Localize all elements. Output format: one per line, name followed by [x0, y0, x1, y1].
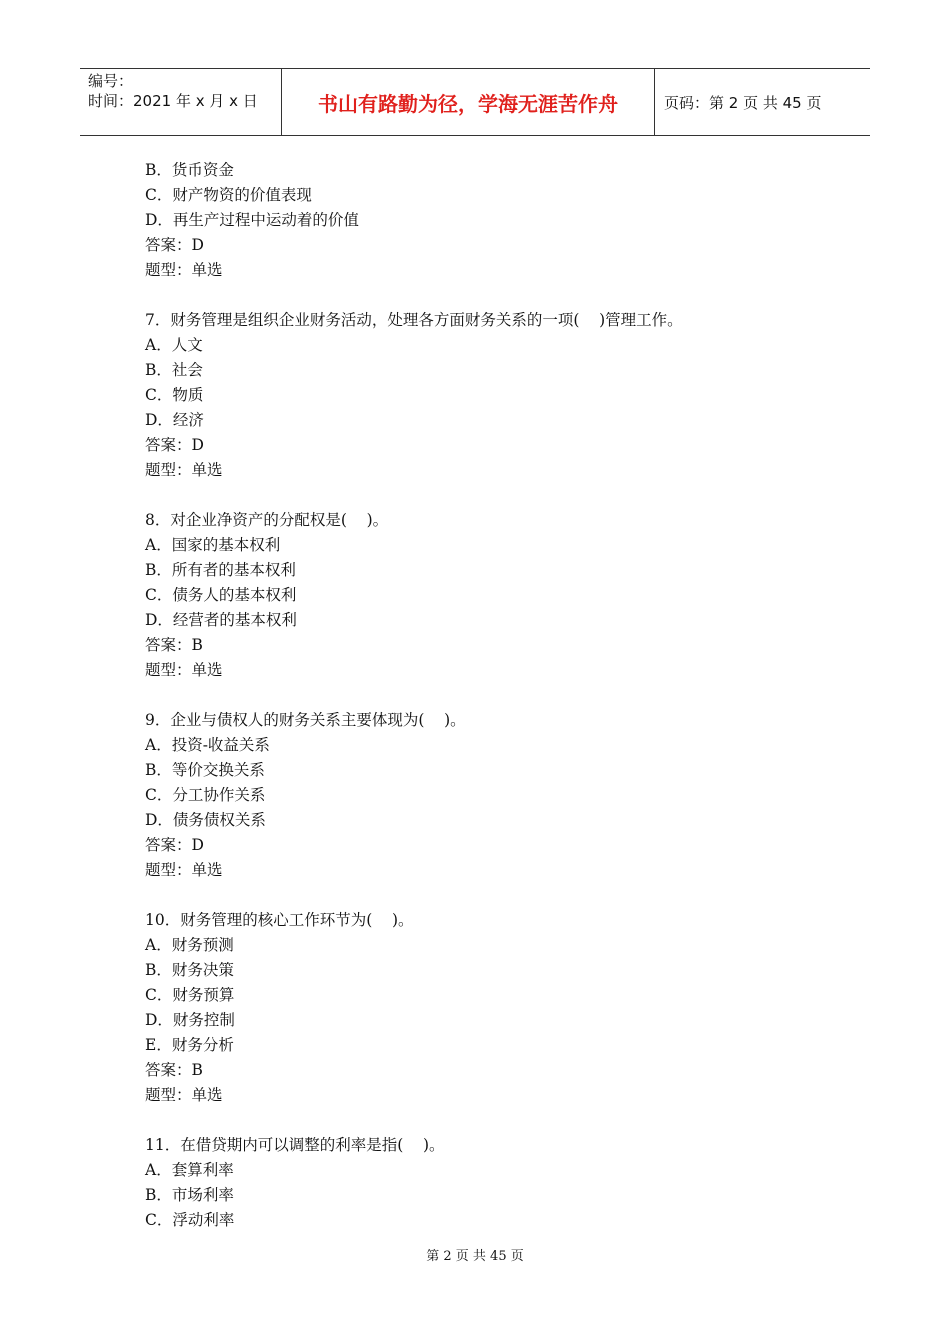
- option-line: D．再生产过程中运动着的价值: [145, 211, 359, 229]
- option-line: A．投资-收益关系: [145, 736, 270, 754]
- page-footer: [0, 1245, 950, 1264]
- option-line: B．财务决策: [145, 961, 234, 979]
- option-line: B．等价交换关系: [145, 761, 265, 779]
- page-header: [80, 68, 870, 136]
- option-line: B．所有者的基本权利: [145, 561, 296, 579]
- option-line: A．人文: [145, 336, 203, 354]
- answer-line: 答案：B: [145, 636, 203, 654]
- header-motto: 书山有路勤为径，学海无涯苦作舟: [282, 69, 655, 135]
- option-line: D．经济: [145, 411, 204, 429]
- question-list: [145, 158, 845, 1233]
- footer-page-number: 第 2 页 共 45 页: [426, 1249, 524, 1264]
- option-line: A．套算利率: [145, 1161, 234, 1179]
- option-line: C．财产物资的价值表现: [145, 186, 312, 204]
- header-left-cell: [80, 69, 282, 135]
- question-stem: 10．财务管理的核心工作环节为( )。: [145, 911, 414, 929]
- option-line: B．市场利率: [145, 1186, 234, 1204]
- option-line: C．分工协作关系: [145, 786, 266, 804]
- option-line: D．经营者的基本权利: [145, 611, 297, 629]
- document-number-label: 编号：: [88, 72, 134, 90]
- question-11: [145, 1133, 845, 1233]
- option-line: B．货币资金: [145, 161, 234, 179]
- header-page-info: 页码：第 2 页 共 45 页: [664, 93, 822, 112]
- answer-line: 答案：D: [145, 836, 204, 854]
- type-line: 题型：单选: [145, 861, 223, 879]
- option-line: C．财务预算: [145, 986, 235, 1004]
- answer-line: 答案：B: [145, 1061, 203, 1079]
- type-line: 题型：单选: [145, 461, 223, 479]
- question-stem: 11．在借贷期内可以调整的利率是指( )。: [145, 1136, 445, 1154]
- type-line: 题型：单选: [145, 661, 223, 679]
- option-line: E．财务分析: [145, 1036, 234, 1054]
- question-9: [145, 708, 845, 883]
- option-line: A．国家的基本权利: [145, 536, 281, 554]
- document-date: 时间：2021 年 x 月 x 日: [88, 92, 258, 110]
- question-8: [145, 508, 845, 683]
- type-line: 题型：单选: [145, 261, 223, 279]
- option-line: C．债务人的基本权利: [145, 586, 297, 604]
- option-line: C．物质: [145, 386, 204, 404]
- question-6-tail: [145, 158, 845, 283]
- answer-line: 答案：D: [145, 236, 204, 254]
- question-stem: 9．企业与债权人的财务关系主要体现为( )。: [145, 711, 466, 729]
- option-line: D．财务控制: [145, 1011, 235, 1029]
- question-stem: 7．财务管理是组织企业财务活动，处理各方面财务关系的一项( )管理工作。: [145, 311, 683, 329]
- option-line: B．社会: [145, 361, 203, 379]
- type-line: 题型：单选: [145, 1086, 223, 1104]
- question-stem: 8．对企业净资产的分配权是( )。: [145, 511, 389, 529]
- question-7: [145, 308, 845, 483]
- option-line: D．债务债权关系: [145, 811, 266, 829]
- option-line: A．财务预测: [145, 936, 234, 954]
- answer-line: 答案：D: [145, 436, 204, 454]
- question-10: [145, 908, 845, 1108]
- option-line: C．浮动利率: [145, 1211, 235, 1229]
